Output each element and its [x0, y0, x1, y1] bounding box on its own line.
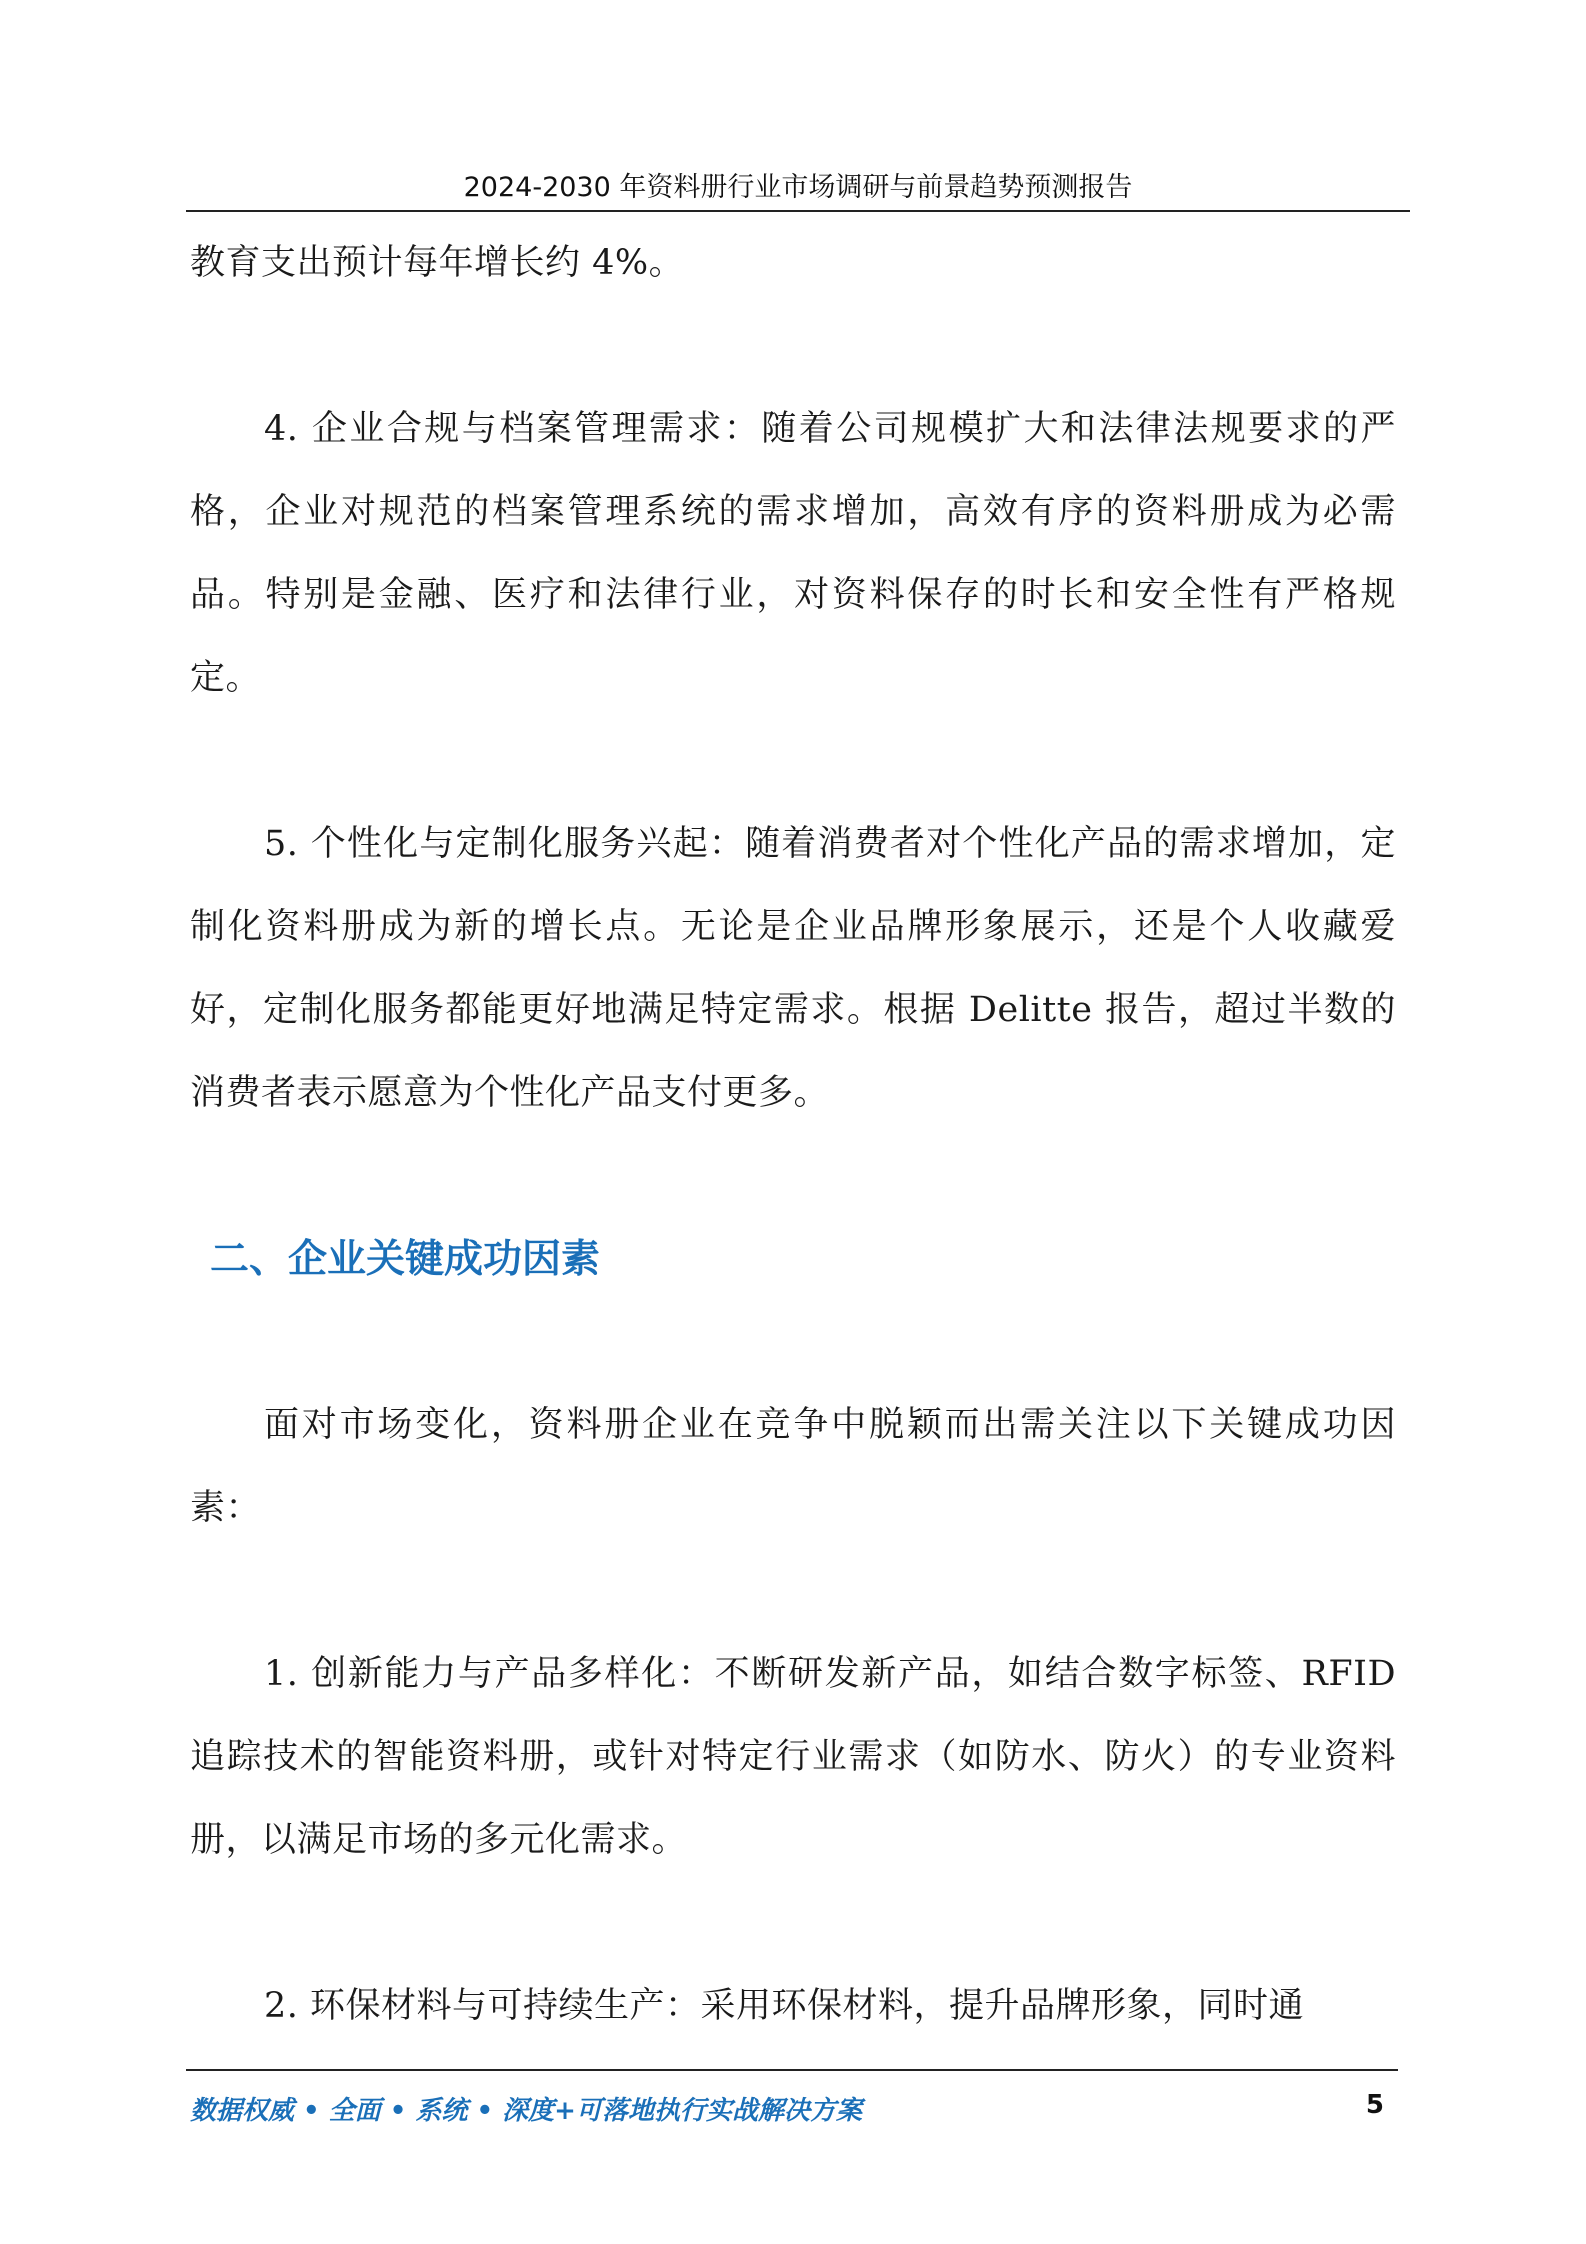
- paragraph-compliance-demand: 4. 企业合规与档案管理需求：随着公司规模扩大和法律法规要求的严格，企业对规范的档案管理系统的需求增加，高效有序的资料册成为必需品。特别是金融、医疗和法律行业，对资料保存的时长和安全性有严格规定。: [190, 409, 1396, 698]
- footer-slogan: 数据权威 • 全面 • 系统 • 深度+可落地执行实战解决方案: [190, 2096, 862, 2126]
- spacer: [190, 305, 1396, 388]
- document-body: [190, 222, 1396, 2048]
- spacer: [190, 1135, 1396, 1218]
- paragraph-intro-factors: 面对市场变化，资料册企业在竞争中脱颖而出需关注以下关键成功因素：: [190, 1405, 1396, 1528]
- paragraph-innovation: 1. 创新能力与产品多样化：不断研发新产品，如结合数字标签、RFID 追踪技术的智能资料册，或针对特定行业需求（如防水、防火）的专业资料册，以满足市场的多元化需求。: [190, 1654, 1396, 1860]
- spacer: [190, 1882, 1396, 1965]
- spacer: [190, 1301, 1396, 1384]
- report-title: 2024-2030 年资料册行业市场调研与前景趋势预测报告: [463, 172, 1133, 203]
- page-number: 5: [1365, 2090, 1384, 2120]
- paragraph-sustainability: 2. 环保材料与可持续生产：采用环保材料，提升品牌形象，同时通: [264, 1986, 1305, 2026]
- footer-divider: [186, 2069, 1398, 2071]
- spacer: [190, 1550, 1396, 1633]
- paragraph-customization: 5. 个性化与定制化服务兴起：随着消费者对个性化产品的需求增加，定制化资料册成为新的增长点。无论是企业品牌形象展示，还是个人收藏爱好，定制化服务都能更好地满足特定需求。根据 Delitte 报告，超过半数的消费者表示愿意为个性化产品支付更多。: [190, 824, 1396, 1113]
- header-divider: [186, 210, 1410, 212]
- paragraph-education-spending: 教育支出预计每年增长约 4%。: [190, 243, 685, 283]
- section-heading: 二、企业关键成功因素: [210, 1237, 601, 1282]
- spacer: [190, 720, 1396, 803]
